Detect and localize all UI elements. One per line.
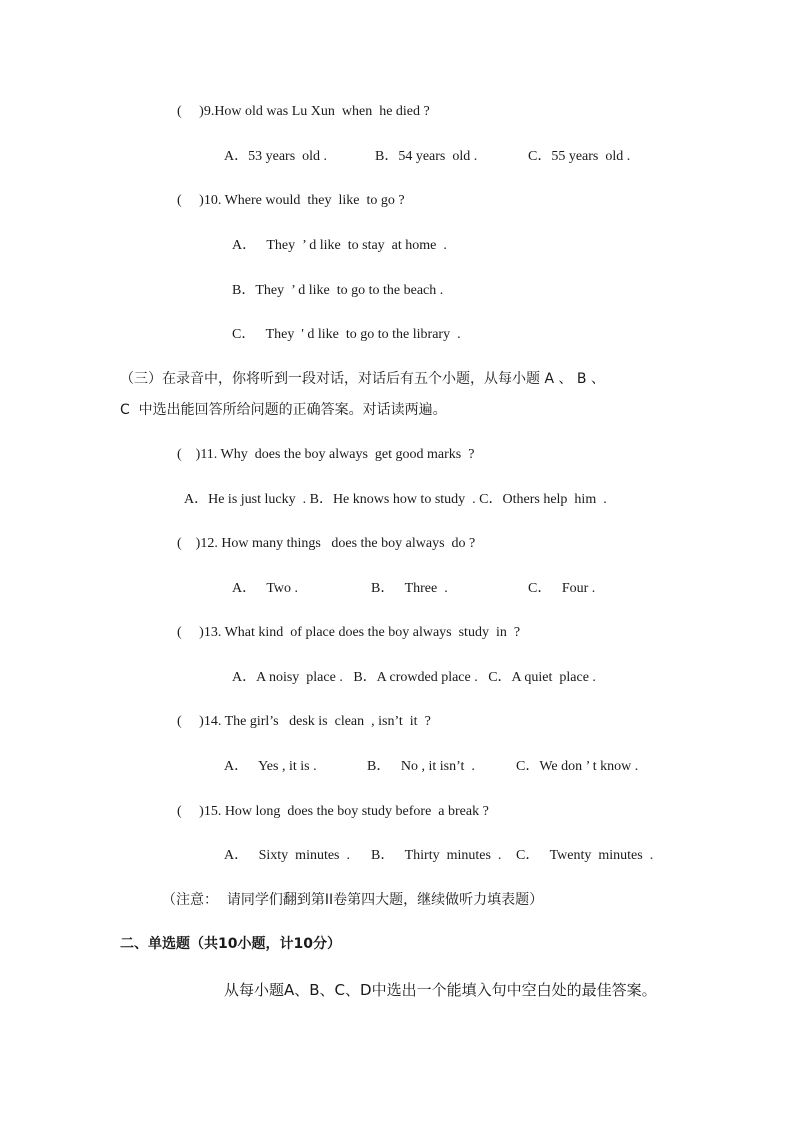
question-11-stem: ( )11. Why does the boy always get good marks ? <box>177 447 475 462</box>
question-15-option-c: C． Twenty minutes . <box>516 848 654 863</box>
part-2-instruction: 从每小题A、B、C、D中选出一个能填入句中空白处的最佳答案。 <box>224 981 657 999</box>
section-3-instruction-line-1: （三）在录音中，你将听到一段对话，对话后有五个小题，从每小题 A 、 B 、 <box>120 371 605 387</box>
question-15-stem: ( )15. How long does the boy study before a break ? <box>177 804 489 819</box>
question-9-stem: ( )9.How old was Lu Xun when he died ? <box>177 104 430 119</box>
question-14-option-a: A． Yes , it is . <box>224 759 317 774</box>
question-14-option-c: C．We don ’ t know . <box>516 759 639 774</box>
question-11-options: A．He is just lucky . B．He knows how to study . C．Others help him . <box>184 492 607 507</box>
question-9-option-b: B．54 years old . <box>375 149 478 164</box>
question-10-option-b: B．They ’ d like to go to the beach . <box>232 283 444 298</box>
part-2-heading: 二、单选题（共10小题，计10分） <box>120 936 341 952</box>
question-9-option-a: A．53 years old . <box>224 149 328 164</box>
question-12-option-c: C． Four . <box>528 581 596 596</box>
question-10-option-c: C． They ' d like to go to the library . <box>232 327 461 342</box>
question-14-stem: ( )14. The girl’s desk is clean , isn’t it ? <box>177 714 431 729</box>
listening-note: （注意： 请同学们翻到第II卷第四大题，继续做听力填表题） <box>162 892 544 908</box>
question-12-option-a: A． Two . <box>232 581 299 596</box>
question-10-option-a: A． They ’ d like to stay at home . <box>232 238 447 253</box>
question-9-option-c: C．55 years old . <box>528 149 631 164</box>
question-15-option-a: A． Sixty minutes . <box>224 848 351 863</box>
question-13-options: A．A noisy place . B．A crowded place . C．A quiet place . <box>232 670 596 685</box>
question-12-stem: ( )12. How many things does the boy always do ? <box>177 536 476 551</box>
question-12-option-b: B． Three . <box>371 581 448 596</box>
question-10-stem: ( )10. Where would they like to go ? <box>177 193 405 208</box>
question-15-option-b: B． Thirty minutes . <box>371 848 502 863</box>
section-3-instruction-line-2: C 中选出能回答所给问题的正确答案。对话读两遍。 <box>120 402 447 418</box>
question-14-option-b: B． No , it isn’t . <box>367 759 475 774</box>
question-13-stem: ( )13. What kind of place does the boy always study in ? <box>177 625 521 640</box>
